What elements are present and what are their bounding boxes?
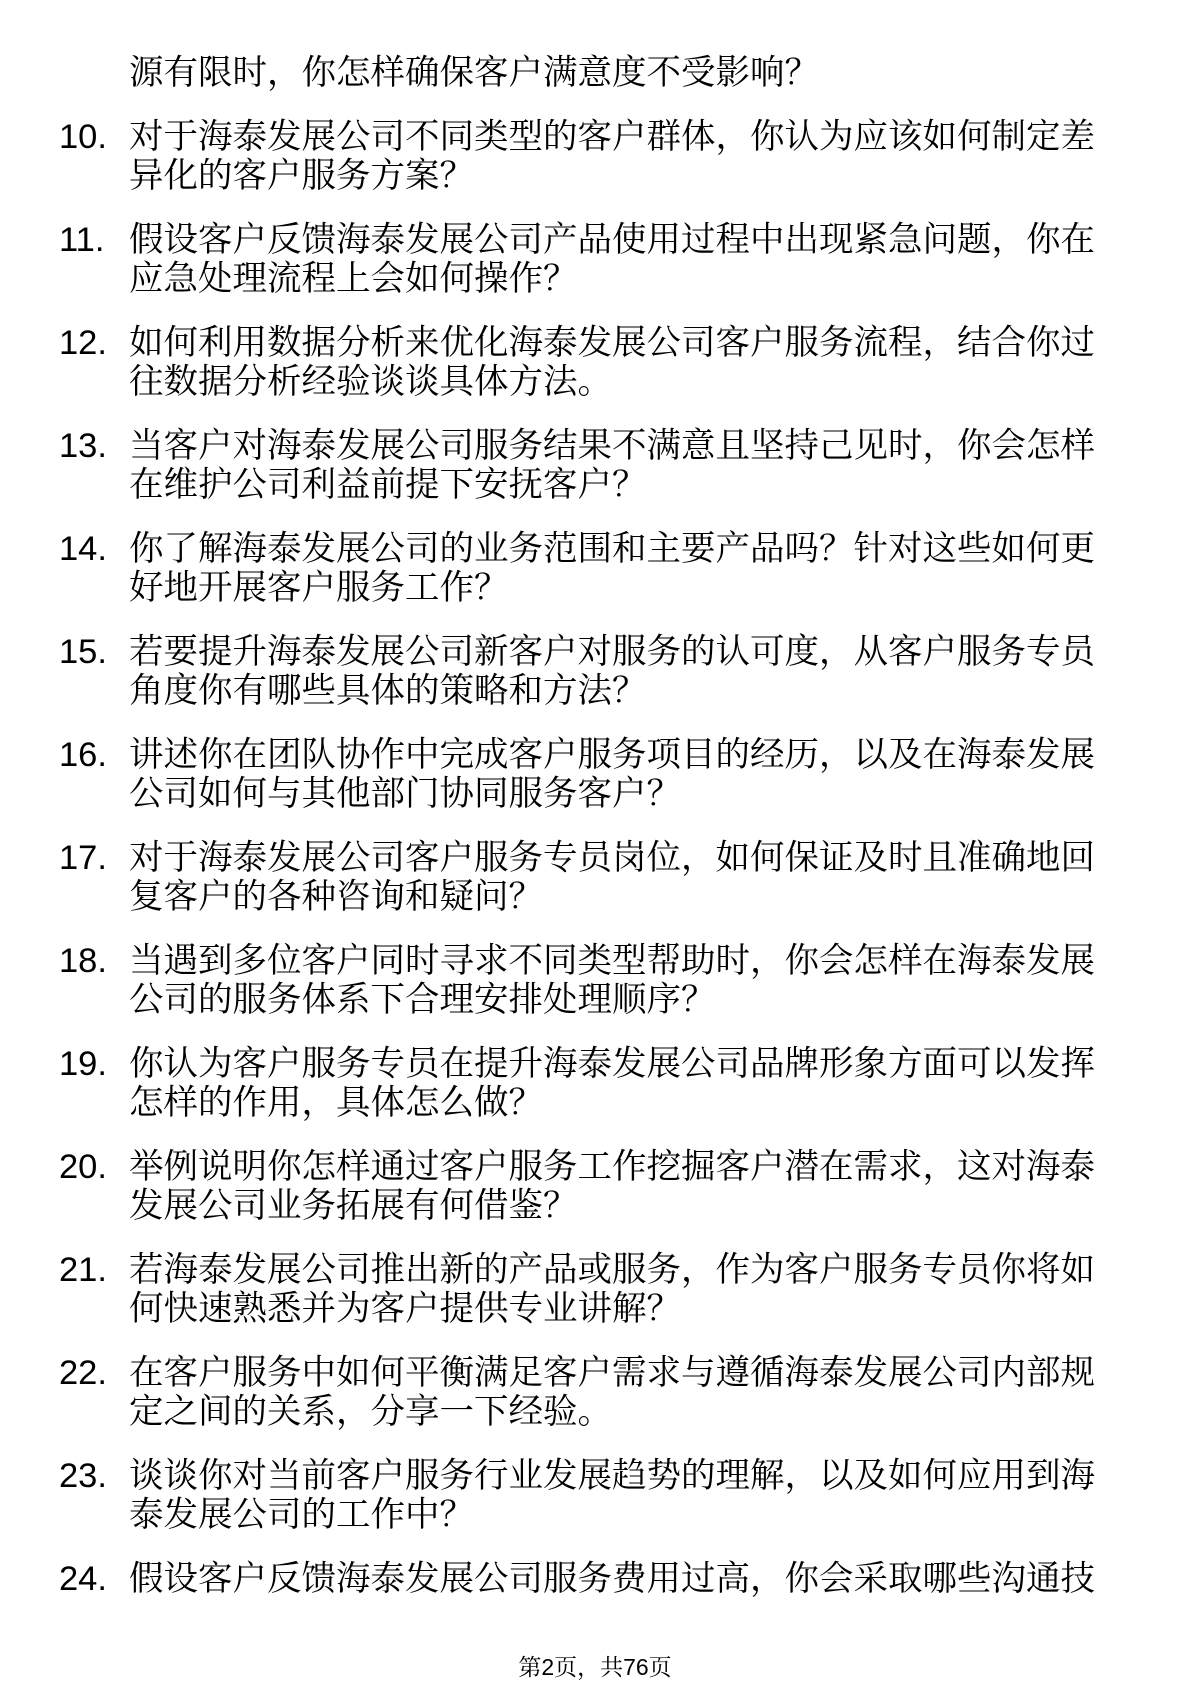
- question-text: [129, 633, 1190, 711]
- question-item: [0, 427, 1190, 505]
- question-text: [129, 1354, 1190, 1432]
- question-number: 15.: [59, 633, 107, 671]
- question-text-line: 公司如何与其他部门协同服务客户？: [129, 775, 681, 813]
- question-number: 22.: [59, 1354, 107, 1392]
- question-text: [129, 839, 1190, 917]
- question-text-line: 你了解海泰发展公司的业务范围和主要产品吗？针对这些如何更: [129, 530, 1095, 568]
- question-item: [0, 1045, 1190, 1123]
- question-text-line: 举例说明你怎样通过客户服务工作挖掘客户潜在需求，这对海泰: [129, 1148, 1095, 1186]
- question-item: [0, 530, 1190, 608]
- question-text-line: 假设客户反馈海泰发展公司产品使用过程中出现紧急问题，你在: [129, 221, 1095, 259]
- question-number: 13.: [59, 427, 107, 465]
- question-text-line: 应急处理流程上会如何操作？: [129, 260, 578, 298]
- question-item: [0, 324, 1190, 402]
- question-number: 17.: [59, 839, 107, 877]
- question-number: 23.: [59, 1457, 107, 1495]
- question-text-line: 怎样的作用，具体怎么做？: [129, 1084, 543, 1122]
- question-text-line: 公司的服务体系下合理安排处理顺序？: [129, 981, 716, 1019]
- question-text: [129, 530, 1190, 608]
- question-text-line: 好地开展客户服务工作？: [129, 569, 509, 607]
- question-text-line: 你认为客户服务专员在提升海泰发展公司品牌形象方面可以发挥: [129, 1045, 1095, 1083]
- question-text: [129, 221, 1190, 299]
- question-text-line: 角度你有哪些具体的策略和方法？: [129, 672, 647, 710]
- question-text-line: 当遇到多位客户同时寻求不同类型帮助时，你会怎样在海泰发展: [129, 942, 1095, 980]
- question-text-line: 假设客户反馈海泰发展公司服务费用过高，你会采取哪些沟通技: [129, 1560, 1095, 1598]
- question-text-line: 在客户服务中如何平衡满足客户需求与遵循海泰发展公司内部规: [129, 1354, 1095, 1392]
- question-text-line: 对于海泰发展公司不同类型的客户群体，你认为应该如何制定差: [129, 118, 1095, 156]
- question-text-line: 往数据分析经验谈谈具体方法。: [129, 363, 612, 401]
- question-text: [129, 1251, 1190, 1329]
- question-text-line: 对于海泰发展公司客户服务专员岗位，如何保证及时且准确地回: [129, 839, 1095, 877]
- question-text: [129, 1457, 1190, 1535]
- question-text-line: 若要提升海泰发展公司新客户对服务的认可度，从客户服务专员: [129, 633, 1095, 671]
- question-number: 14.: [59, 530, 107, 568]
- question-text-line: 何快速熟悉并为客户提供专业讲解？: [129, 1290, 681, 1328]
- question-text-line: 泰发展公司的工作中？: [129, 1496, 474, 1534]
- question-item: [0, 1251, 1190, 1329]
- question-text: [129, 1045, 1190, 1123]
- question-number: 10.: [59, 118, 107, 156]
- page-number-footer: 第2页，共76页: [518, 1654, 672, 1680]
- question-list: [0, 54, 1190, 1599]
- question-text: [129, 324, 1190, 402]
- question-text-line: 谈谈你对当前客户服务行业发展趋势的理解，以及如何应用到海: [129, 1457, 1095, 1495]
- question-text: [129, 1560, 1190, 1599]
- question-text-line: 若海泰发展公司推出新的产品或服务，作为客户服务专员你将如: [129, 1251, 1095, 1289]
- question-item: [0, 221, 1190, 299]
- question-item: [0, 1354, 1190, 1432]
- question-number: 24.: [59, 1560, 107, 1598]
- question-item: [0, 1148, 1190, 1226]
- question-item: [0, 736, 1190, 814]
- question-text-line: 复客户的各种咨询和疑问？: [129, 878, 543, 916]
- question-number: 21.: [59, 1251, 107, 1289]
- question-number: 16.: [59, 736, 107, 774]
- question-text: [129, 118, 1190, 196]
- question-text-line: 在维护公司利益前提下安抚客户？: [129, 466, 647, 504]
- continued-question-text: [0, 54, 1190, 93]
- question-text-line: 定之间的关系，分享一下经验。: [129, 1393, 612, 1431]
- question-item: [0, 1457, 1190, 1535]
- question-text-line: 讲述你在团队协作中完成客户服务项目的经历，以及在海泰发展: [129, 736, 1095, 774]
- question-text-line: 如何利用数据分析来优化海泰发展公司客户服务流程，结合你过: [129, 324, 1095, 362]
- question-item: [0, 633, 1190, 711]
- question-number: 12.: [59, 324, 107, 362]
- question-number: 20.: [59, 1148, 107, 1186]
- question-text: [129, 942, 1190, 1020]
- question-text-line: 发展公司业务拓展有何借鉴？: [129, 1187, 578, 1225]
- question-number: 11.: [59, 221, 105, 259]
- question-item: [0, 1560, 1190, 1599]
- question-text-line: 异化的客户服务方案？: [129, 157, 474, 195]
- question-text-line: 源有限时，你怎样确保客户满意度不受影响？: [129, 54, 819, 92]
- question-item: [0, 839, 1190, 917]
- question-item: [0, 118, 1190, 196]
- question-item: [0, 942, 1190, 1020]
- question-text: [129, 736, 1190, 814]
- question-text: [129, 1148, 1190, 1226]
- question-number: 18.: [59, 942, 107, 980]
- question-number: 19.: [59, 1045, 107, 1083]
- question-text: [129, 427, 1190, 505]
- question-text-line: 当客户对海泰发展公司服务结果不满意且坚持己见时，你会怎样: [129, 427, 1095, 465]
